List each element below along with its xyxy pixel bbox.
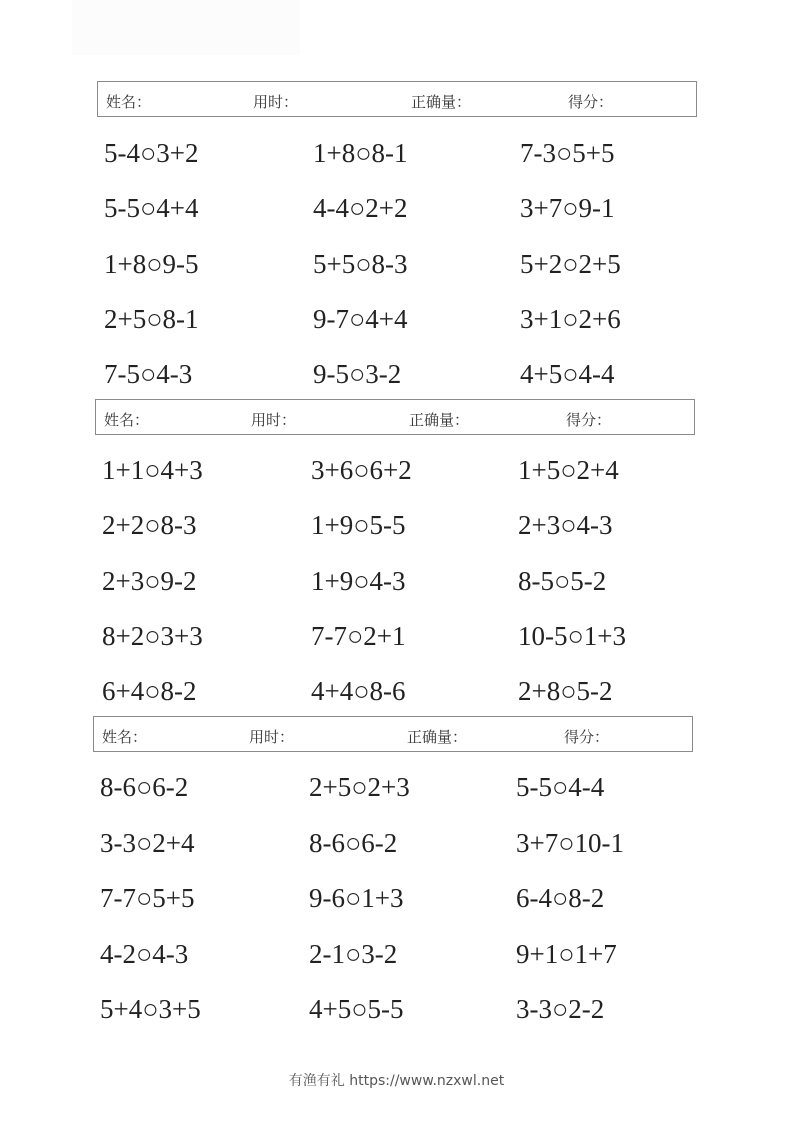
problem: 5+2○2+5 — [520, 249, 621, 279]
problem: 4+5○5-5 — [309, 994, 404, 1024]
problem: 7-3○5+5 — [520, 138, 615, 168]
problem: 4-2○4-3 — [100, 939, 189, 969]
problem: 1+8○9-5 — [104, 249, 199, 279]
problem: 2+3○9-2 — [102, 566, 197, 596]
problem: 3+7○9-1 — [520, 193, 615, 223]
problem: 1+9○4-3 — [311, 566, 406, 596]
problem: 3-3○2+4 — [100, 828, 195, 858]
problem: 9-7○4+4 — [313, 304, 408, 334]
accuracy-label: 正确量： — [411, 93, 472, 111]
time-label: 用时： — [251, 411, 297, 429]
problem: 9+1○1+7 — [516, 939, 617, 969]
problem: 7-7○5+5 — [100, 883, 195, 913]
problem: 7-5○4-3 — [104, 359, 193, 389]
header-box-2 — [95, 399, 695, 435]
score-label: 得分： — [568, 93, 614, 111]
problem: 6+4○8-2 — [102, 676, 197, 706]
problem: 2+3○4-3 — [518, 510, 613, 540]
name-label: 姓名： — [104, 411, 150, 429]
time-label: 用时： — [249, 728, 295, 746]
problem: 5-4○3+2 — [104, 138, 199, 168]
score-label: 得分： — [564, 728, 610, 746]
problem: 8-6○6-2 — [309, 828, 398, 858]
score-label: 得分： — [566, 411, 612, 429]
footer-watermark: 有渔有礼 https://www.nzxwl.net — [288, 1073, 505, 1089]
accuracy-label: 正确量： — [409, 411, 470, 429]
top-shade — [72, 0, 300, 55]
problem: 5+5○8-3 — [313, 249, 408, 279]
problem: 1+5○2+4 — [518, 455, 619, 485]
name-label: 姓名： — [106, 93, 152, 111]
header-box-1 — [97, 81, 697, 117]
problem: 5+4○3+5 — [100, 994, 201, 1024]
problem: 2+5○2+3 — [309, 772, 410, 802]
problem: 3-3○2-2 — [516, 994, 605, 1024]
name-label: 姓名： — [102, 728, 148, 746]
problem: 8-5○5-2 — [518, 566, 607, 596]
problem: 10-5○1+3 — [518, 621, 627, 651]
problem: 3+1○2+6 — [520, 304, 621, 334]
problem: 5-5○4+4 — [104, 193, 199, 223]
problem: 2+2○8-3 — [102, 510, 197, 540]
header-box-3 — [93, 716, 693, 752]
problem: 4+4○8-6 — [311, 676, 406, 706]
problem: 4+5○4-4 — [520, 359, 615, 389]
problem: 7-7○2+1 — [311, 621, 406, 651]
problem: 2+8○5-2 — [518, 676, 613, 706]
problem: 1+1○4+3 — [102, 455, 203, 485]
problem: 3+6○6+2 — [311, 455, 412, 485]
problem: 6-4○8-2 — [516, 883, 605, 913]
accuracy-label: 正确量： — [407, 728, 468, 746]
time-label: 用时： — [253, 93, 299, 111]
problem: 2+5○8-1 — [104, 304, 199, 334]
problem: 9-6○1+3 — [309, 883, 404, 913]
problem: 1+9○5-5 — [311, 510, 406, 540]
problem: 5-5○4-4 — [516, 772, 605, 802]
problem: 4-4○2+2 — [313, 193, 408, 223]
problem: 9-5○3-2 — [313, 359, 402, 389]
problem: 3+7○10-1 — [516, 828, 625, 858]
problem: 2-1○3-2 — [309, 939, 398, 969]
problem: 8+2○3+3 — [102, 621, 203, 651]
problem: 1+8○8-1 — [313, 138, 408, 168]
problem: 8-6○6-2 — [100, 772, 189, 802]
